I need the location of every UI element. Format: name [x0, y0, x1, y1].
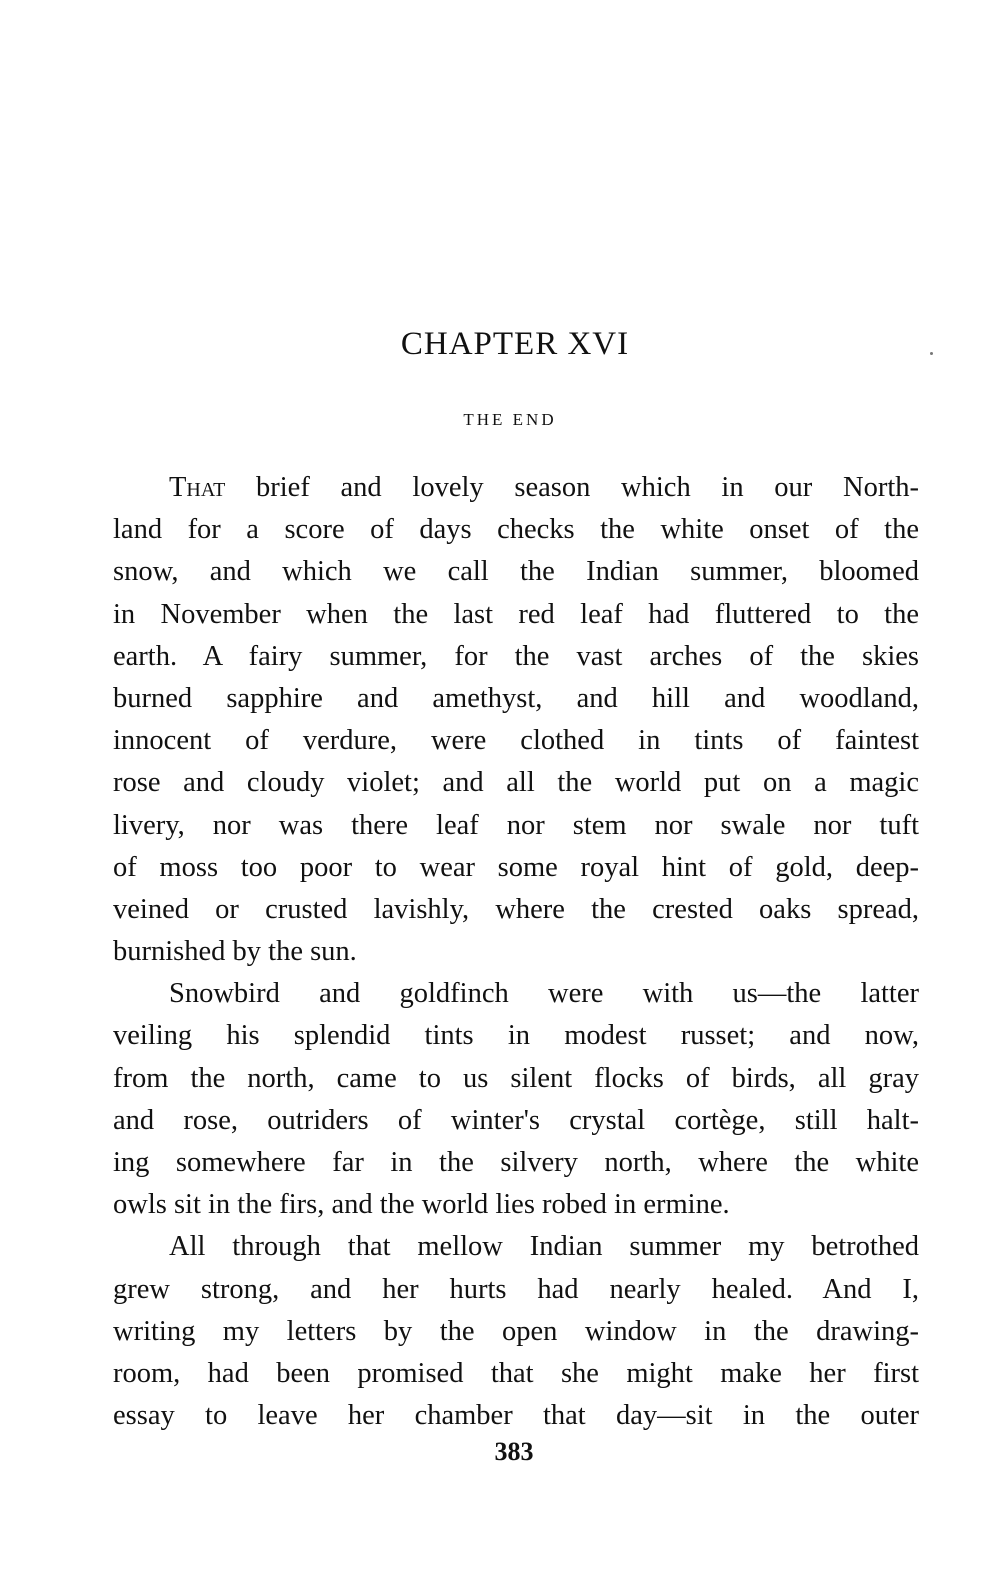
text-line: and rose, outriders of winter's crystal cortège, still halt-	[113, 1104, 919, 1136]
chapter-subtitle: THE END	[463, 410, 557, 429]
text-line: land for a score of days checks the white onset of the	[113, 514, 919, 546]
text-line: veined or crusted lavishly, where the crested oaks spread,	[113, 893, 919, 925]
text-line: in November when the last red leaf had fluttered to the	[113, 598, 919, 630]
text-line: owls sit in the firs, and the world lies robed in ermine.	[113, 1189, 730, 1221]
text-line: Snowbird and goldfinch were with us—the latter	[169, 978, 919, 1010]
text-line: writing my letters by the open window in the drawing-	[113, 1315, 919, 1347]
text-line: grew strong, and her hurts had nearly healed. And I,	[113, 1273, 919, 1305]
text-line: snow, and which we call the Indian summer, bloomed	[113, 556, 919, 588]
page-number: 383	[494, 1437, 534, 1466]
chapter-heading: CHAPTER XVI	[400, 326, 630, 362]
text-line: ing somewhere far in the silvery north, where the white	[113, 1147, 919, 1178]
text-line: of moss too poor to wear some royal hint of gold, deep-	[113, 851, 919, 883]
text-line: burned sapphire and amethyst, and hill and woodland,	[113, 682, 919, 714]
text-line: rose and cloudy violet; and all the world put on a magic	[113, 767, 919, 799]
body-text	[113, 467, 919, 1437]
text-line: essay to leave her chamber that day—sit in the outer	[113, 1400, 919, 1432]
lead-word: That	[169, 472, 226, 503]
text-line: livery, nor was there leaf nor stem nor swale nor tuft	[113, 809, 919, 841]
text-line: All through that mellow Indian summer my betrothed	[169, 1231, 919, 1263]
text-line: from the north, came to us silent flocks of birds, all gray	[113, 1062, 919, 1094]
text-line: That brief and lovely season which in our North-	[169, 472, 919, 503]
text-line: burnished by the sun.	[113, 936, 357, 968]
text-line: veiling his splendid tints in modest russet; and now,	[113, 1020, 919, 1052]
text-line: innocent of verdure, were clothed in tints of faintest	[113, 725, 919, 757]
text-line: room, had been promised that she might make her first	[113, 1357, 919, 1389]
text-line: earth. A fairy summer, for the vast arches of the skies	[113, 640, 919, 672]
